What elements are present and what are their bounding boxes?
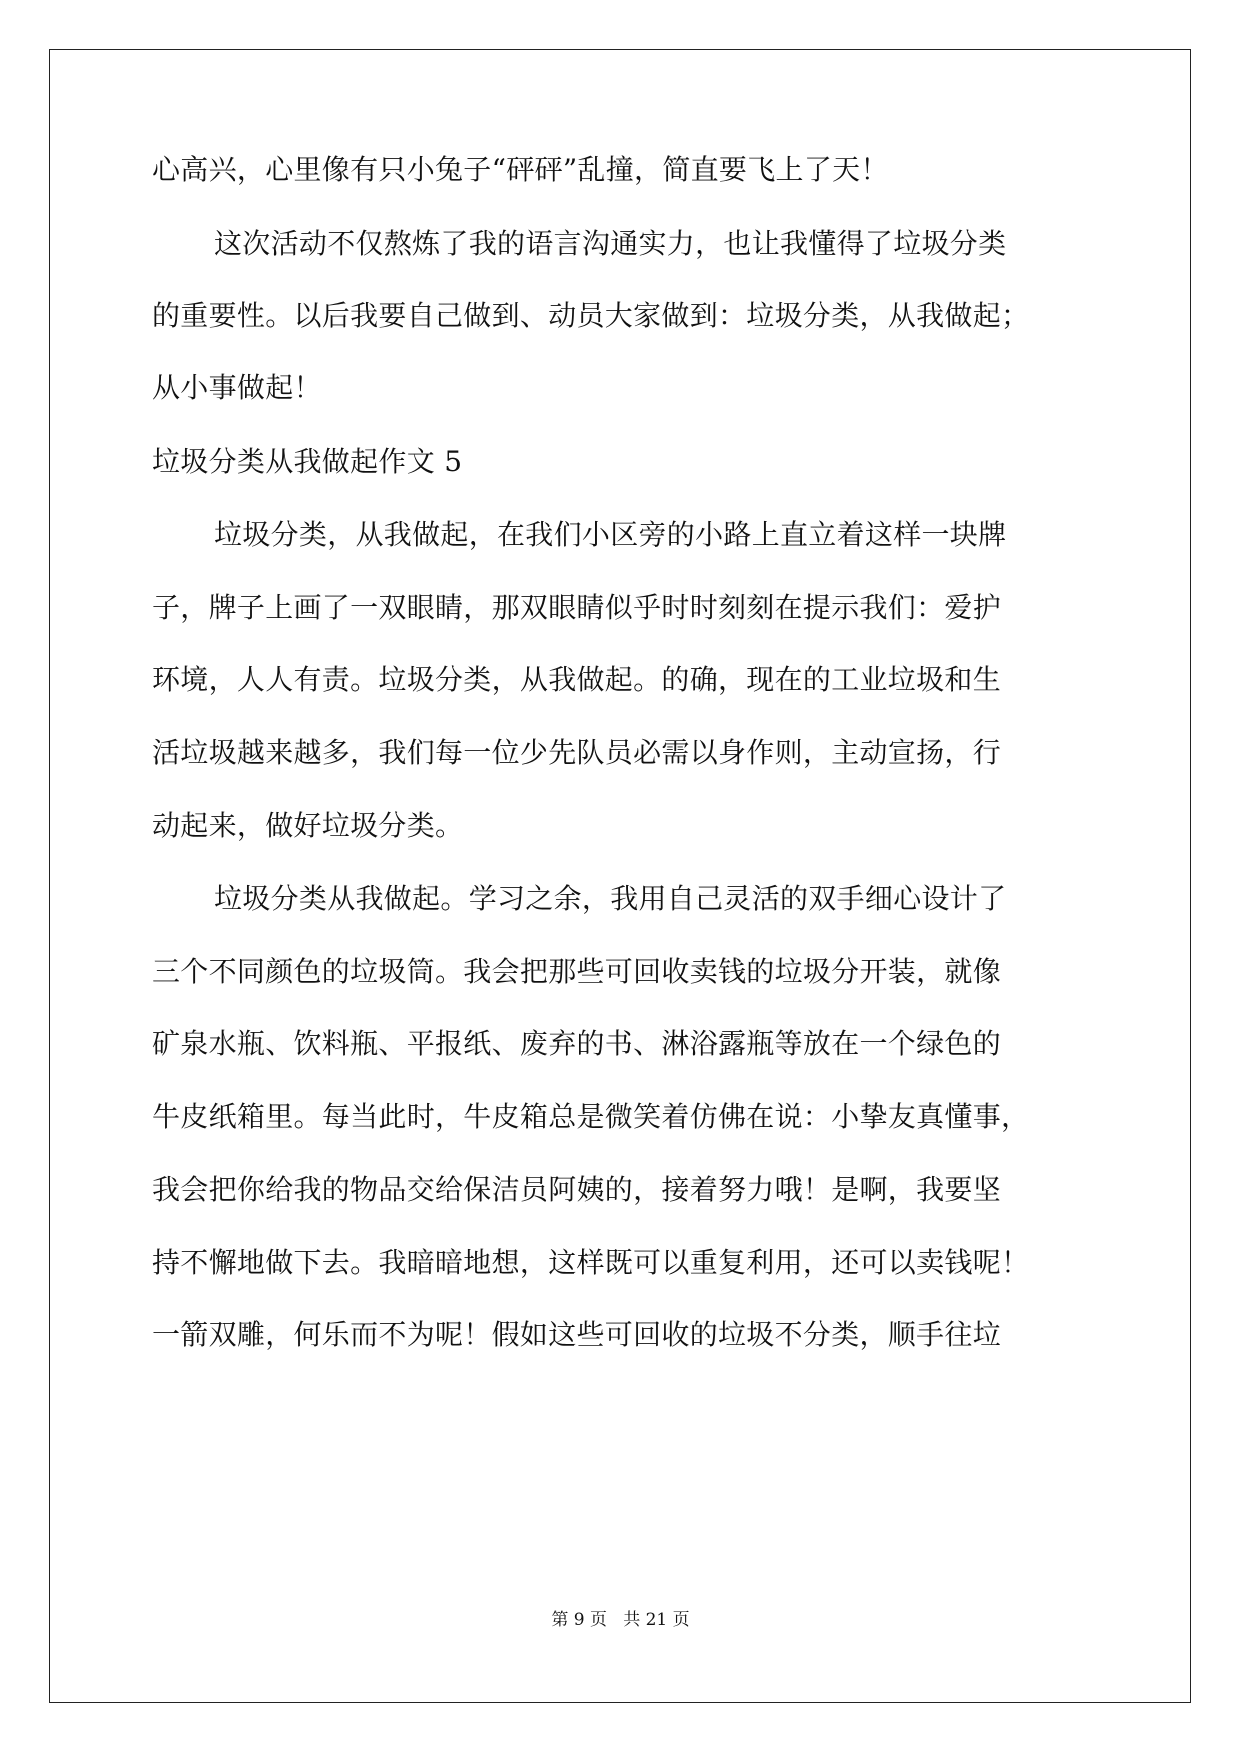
page-number: 第 9 页 共 21 页: [551, 1610, 690, 1630]
text-line: 三个不同颜色的垃圾筒。我会把那些可回收卖钱的垃圾分开装，就像: [152, 955, 1002, 988]
text-line: 的重要性。以后我要自己做到、动员大家做到：垃圾分类，从我做起；: [152, 299, 1030, 332]
text-line: 一箭双雕，何乐而不为呢！假如这些可回收的垃圾不分类，顺手往垃: [152, 1318, 1002, 1351]
text-line: 环境，人人有责。垃圾分类，从我做起。的确，现在的工业垃圾和生: [152, 663, 1002, 696]
text-line: 矿泉水瓶、饮料瓶、平报纸、废弃的书、淋浴露瓶等放在一个绿色的: [152, 1027, 1002, 1060]
text-line: 持不懈地做下去。我暗暗地想，这样既可以重复利用，还可以卖钱呢！: [152, 1246, 1030, 1279]
section-heading: 垃圾分类从我做起作文 5: [152, 445, 463, 478]
text-line: 心高兴，心里像有只小兔子“砰砰”乱撞，简直要飞上了天！: [152, 153, 889, 186]
text-line: 活垃圾越来越多，我们每一位少先队员必需以身作则，主动宣扬，行: [152, 736, 1002, 769]
text-line: 子，牌子上画了一双眼睛，那双眼睛似乎时时刻刻在提示我们：爱护: [152, 591, 1002, 624]
text-line: 牛皮纸箱里。每当此时，牛皮箱总是微笑着仿佛在说：小挚友真懂事，: [152, 1100, 1030, 1133]
paragraph-first-line: 垃圾分类从我做起。学习之余，我用自己灵活的双手细心设计了: [214, 882, 1007, 915]
text-line: 从小事做起！: [152, 371, 322, 404]
text-line: 我会把你给我的物品交给保洁员阿姨的，接着努力哦！是啊，我要坚: [152, 1173, 1002, 1206]
paragraph-first-line: 这次活动不仅熬炼了我的语言沟通实力，也让我懂得了垃圾分类: [214, 227, 1007, 260]
text-line: 动起来，做好垃圾分类。: [152, 809, 464, 842]
paragraph-first-line: 垃圾分类，从我做起，在我们小区旁的小路上直立着这样一块牌: [214, 518, 1007, 551]
